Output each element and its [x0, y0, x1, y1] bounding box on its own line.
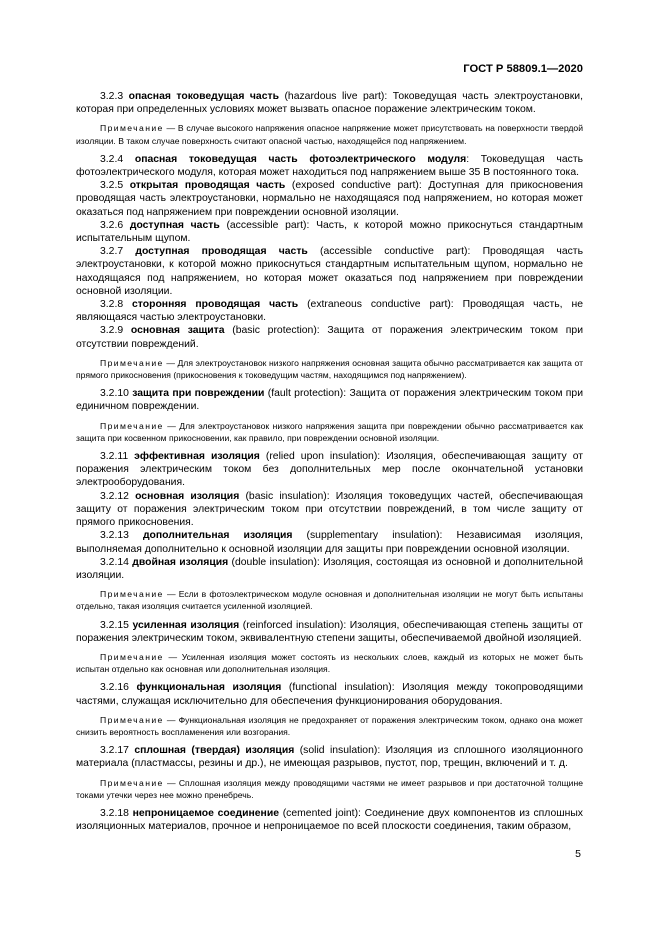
- note-text: — Усиленная изоляция может состоять из нескольких слоев, каждый из которых не может быть испытан отдельно как основная или дополнительная изоляция.: [76, 651, 583, 675]
- definition-paragraph: [76, 744, 583, 770]
- definition-text: (extraneous conductive part): Проводящая часть, не являющаяся частью электроустановки.: [76, 299, 583, 324]
- note-label: Примечание: [100, 714, 164, 725]
- definition-text: (supplementary insulation): Независимая изоляция, выполняемая дополнительно к основной изоляции для защиты при повреждении основной изоляции.: [76, 530, 583, 555]
- definition-text: (accessible conductive part): Проводящая часть электроустановки, к которой можно прикоснуться стандартным испытательным щупом, нормально не находящаяся под напряжением, но которая может оказаться под напряжением при повреждении основной изоляции.: [76, 246, 583, 297]
- definition-paragraph: [76, 387, 583, 413]
- note-paragraph: [76, 651, 583, 675]
- definition-text: (solid insulation): Изоляция из сплошного изоляционного материала (пластмассы, резины и др.), не имеющая разрывов, пустот, пор, трещин, включений и т. д.: [76, 745, 584, 770]
- note-label: Примечание: [100, 123, 164, 134]
- definition-paragraph: [76, 490, 583, 530]
- definition-paragraph: [76, 807, 583, 833]
- definition-paragraph: [76, 324, 583, 350]
- note-text: — Сплошная изоляция между проводящими частями не имеет разрывов и при достаточной толщине токами утечки через нее можно пренебречь.: [76, 777, 583, 800]
- term: основная защита: [130, 325, 225, 337]
- clause-number: 3.2.12: [100, 490, 129, 502]
- term: опасная токоведущая часть: [128, 91, 279, 102]
- definition-text: (basic protection): Защита от поражения электрическим током при отсутствии повреждений.: [76, 325, 583, 350]
- definition-text: : Токоведущая часть фотоэлектрического модуля, которая может находиться под напряжением выше 35 В постоянного тока.: [76, 153, 583, 179]
- clause-number: 3.2.5: [100, 180, 124, 192]
- clause-number: 3.2.8: [100, 299, 124, 311]
- definition-text: (accessible part): Часть, к которой можно прикоснуться стандартным испытательным щупом.: [76, 219, 584, 245]
- definition-paragraph: [76, 219, 583, 245]
- clause-number: 3.2.16: [100, 682, 129, 694]
- clause-number: 3.2.10: [100, 388, 129, 400]
- definition-paragraph: [76, 90, 583, 116]
- note-paragraph: [76, 357, 583, 381]
- note-paragraph: [76, 714, 583, 738]
- term: усиленная изоляция: [132, 619, 240, 631]
- note-paragraph: [76, 588, 583, 612]
- definition-paragraph: [76, 681, 583, 707]
- term: защита при повреждении: [132, 388, 265, 400]
- term: эффективная изоляция: [134, 451, 260, 463]
- term: сторонняя проводящая часть: [132, 299, 299, 311]
- term: доступная часть: [129, 219, 220, 231]
- definition-paragraph: [76, 556, 583, 582]
- document-id: ГОСТ Р 58809.1—2020: [463, 63, 583, 75]
- note-label: Примечание: [100, 420, 164, 431]
- clause-number: 3.2.17: [100, 745, 129, 757]
- note-label: Примечание: [100, 589, 164, 600]
- definition-text: (hazardous live part): Токоведущая часть электроустановки, которая при определенных условиях может вызвать опасное поражение электрическим током.: [76, 91, 583, 116]
- definition-text: (basic insulation): Изоляция токоведущих частей, обеспечивающая защиту от поражения электрическим током при отсутствии повреждений, в том числе защиту от прямого прикосновения.: [76, 490, 583, 529]
- term: открытая проводящая часть: [129, 180, 286, 192]
- term: непроницаемое соединение: [132, 807, 279, 819]
- definition-paragraph: [76, 619, 583, 645]
- note-text: — В случае высокого напряжения опасное напряжение может присутствовать на поверхности твердой изоляции. В таком случае поверхность считают опасной частью, находящейся под напряжением.: [76, 123, 583, 146]
- definition-paragraph: [76, 450, 583, 490]
- term: функциональная изоляция: [136, 682, 282, 694]
- clause-number: 3.2.14: [100, 556, 129, 568]
- note-paragraph: [76, 420, 583, 444]
- clause-number: 3.2.9: [100, 325, 124, 337]
- definition-text: (cemented joint): Соединение двух компонентов из сплошных изоляционных материалов, прочное и непроницаемое по всей плоскости соединения, таким образом,: [76, 807, 583, 833]
- definition-paragraph: [76, 179, 583, 219]
- definition-text: (double insulation): Изоляция, состоящая из основной и дополнительной изоляции.: [76, 556, 584, 581]
- term: основная изоляция: [135, 490, 240, 502]
- definition-paragraph: [76, 153, 583, 179]
- definition-paragraph: [76, 245, 583, 298]
- clause-number: 3.2.7: [100, 246, 124, 258]
- note-label: Примечание: [100, 777, 164, 788]
- definition-text: (relied upon insulation): Изоляция, обеспечивающая защиту от поражения электрическим током без дополнительных мер после окончательной установки электрооборудования.: [76, 451, 584, 489]
- term: опасная токоведущая часть фотоэлектрического модуля: [134, 153, 467, 165]
- page-number: 5: [575, 848, 581, 860]
- note-text: — Если в фотоэлектрическом модуле основная и дополнительная изоляции не могут быть испытаны отдельно, такая изоляция считается усиленной изоляцией.: [76, 589, 583, 612]
- clause-number: 3.2.4: [100, 153, 124, 165]
- clause-number: 3.2.13: [100, 530, 129, 542]
- note-label: Примечание: [100, 357, 164, 368]
- definition-text: (functional insulation): Изоляция между токопроводящими частями, служащая исключительно для обеспечения функционирования оборудования.: [76, 682, 583, 707]
- note-text: — Для электроустановок низкого напряжения защита при повреждении обычно рассматривается как защита при косвенном прикосновении, как правило, при повреждении основной изоляции.: [76, 420, 583, 443]
- note-label: Примечание: [100, 651, 164, 662]
- term: доступная проводящая часть: [135, 246, 308, 258]
- term: дополнительная изоляция: [142, 530, 293, 542]
- clause-number: 3.2.3: [100, 91, 124, 102]
- definition-text: (reinforced insulation): Изоляция, обеспечивающая степень защиты от поражения электрическим током, эквивалентную степени защиты, обеспечиваемой двойной изоляцией.: [76, 619, 584, 644]
- document-body: [76, 90, 583, 833]
- clause-number: 3.2.15: [100, 619, 129, 631]
- note-paragraph: [76, 122, 583, 146]
- note-text: — Для электроустановок низкого напряжения основная защита обычно рассматривается как защита от прямого прикосновения (прикосновения к токоведущим частям, находящимся под напряжением).: [76, 357, 583, 381]
- note-paragraph: [76, 777, 583, 801]
- definition-text: (exposed conductive part): Доступная для прикосновения проводящая часть электроустановки, нормально не находящаяся под напряжением, но которая может оказаться под напряжением при повреждении основной изоляции.: [76, 180, 583, 218]
- definition-text: (fault protection): Защита от поражения электрическим током при единичном повреждении.: [76, 388, 583, 413]
- definition-paragraph: [76, 529, 583, 555]
- definition-paragraph: [76, 298, 583, 324]
- clause-number: 3.2.18: [100, 807, 129, 819]
- term: двойная изоляция: [132, 556, 229, 568]
- clause-number: 3.2.11: [100, 451, 129, 463]
- note-text: — Функциональная изоляция не предохраняет от поражения электрическим током, однако она может снизить вероятность воспламенения или возгорания.: [76, 714, 583, 737]
- clause-number: 3.2.6: [100, 219, 124, 231]
- term: сплошная (твердая) изоляция: [134, 745, 295, 757]
